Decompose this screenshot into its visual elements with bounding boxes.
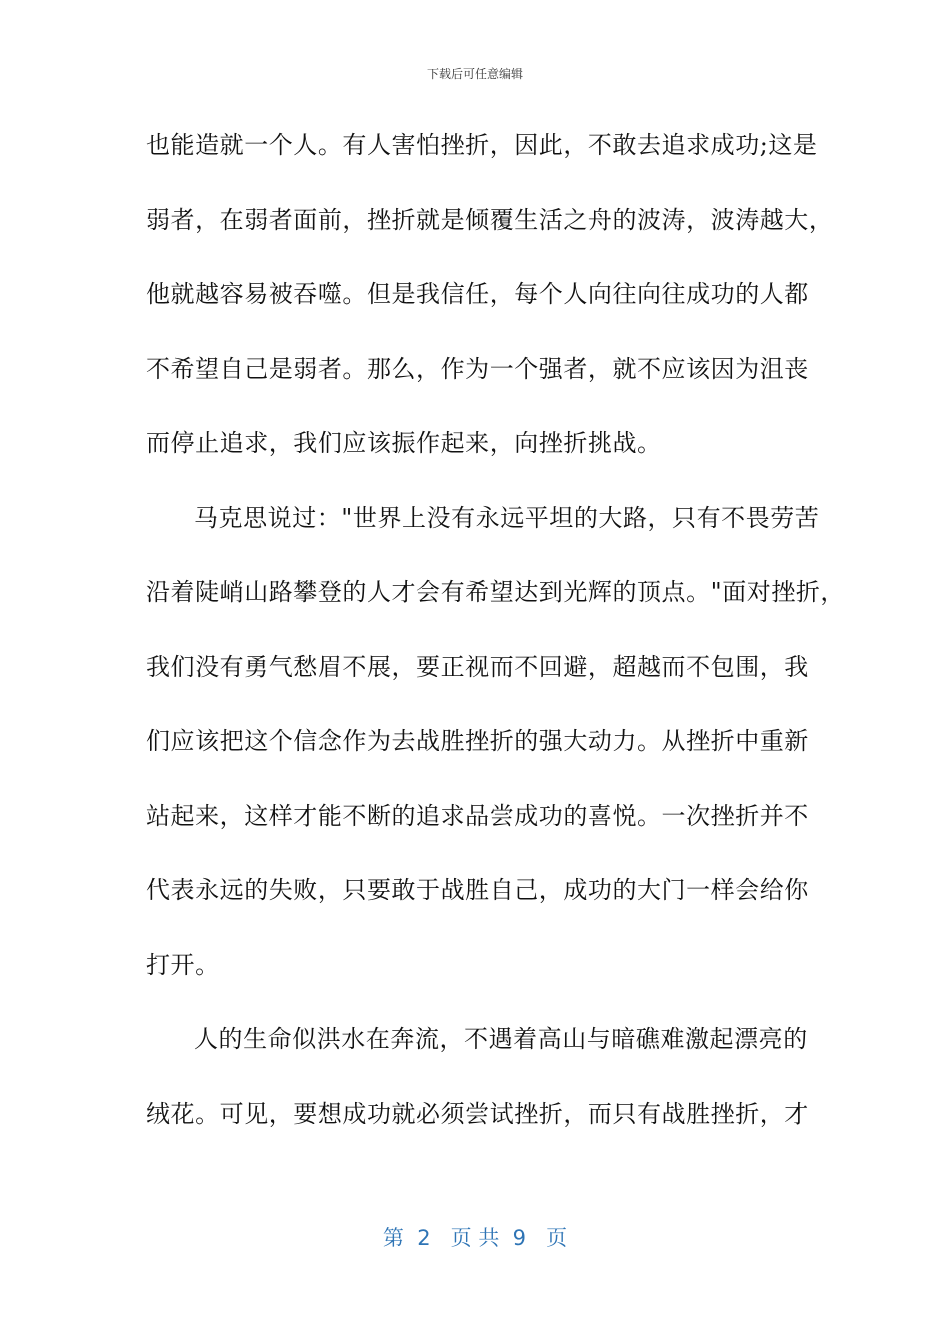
text-line: 弱者，在弱者面前，挫折就是倾覆生活之舟的波涛，波涛越大， [146, 205, 834, 234]
text-line: 沿着陡峭山路攀登的人才会有希望达到光辉的顶点。"面对挫折， [146, 578, 845, 606]
page-header: 下载后可任意编辑 [426, 67, 523, 81]
text-line: 代表永远的失败，只要敢于战胜自己，成功的大门一样会给你 [146, 876, 809, 904]
text-line: 不希望自己是弱者。那么，作为一个强者，就不应该因为沮丧 [146, 354, 809, 383]
text-line: 们应该把这个信念作为去战胜挫折的强大动力。从挫折中重新 [146, 727, 809, 755]
page-number-footer: 第 2 页 共 9 页 [382, 1226, 568, 1250]
text-line: 站起来，这样才能不断的追求品尝成功的喜悦。一次挫折并不 [146, 801, 809, 830]
text-line: 他就越容易被吞噬。但是我信任，每个人向往向往成功的人都 [146, 280, 809, 308]
document-body [146, 120, 845, 1163]
text-line: 打开。 [146, 950, 220, 979]
paragraph-start-line: 马克思说过："世界上没有永远平坦的大路，只有不畏劳苦 [194, 503, 820, 532]
text-line: 而停止追求，我们应该振作起来，向挫折挑战。 [146, 429, 662, 457]
text-line: 也能造就一个人。有人害怕挫折，因此，不敢去追求成功;这是 [146, 131, 818, 159]
text-line: 绒花。可见，要想成功就必须尝试挫折，而只有战胜挫折，才 [146, 1099, 809, 1128]
paragraph-start-line: 人的生命似洪水在奔流，不遇着高山与暗礁难激起漂亮的 [194, 1025, 808, 1053]
text-line: 我们没有勇气愁眉不展，要正视而不回避，超越而不包围，我 [146, 652, 809, 681]
